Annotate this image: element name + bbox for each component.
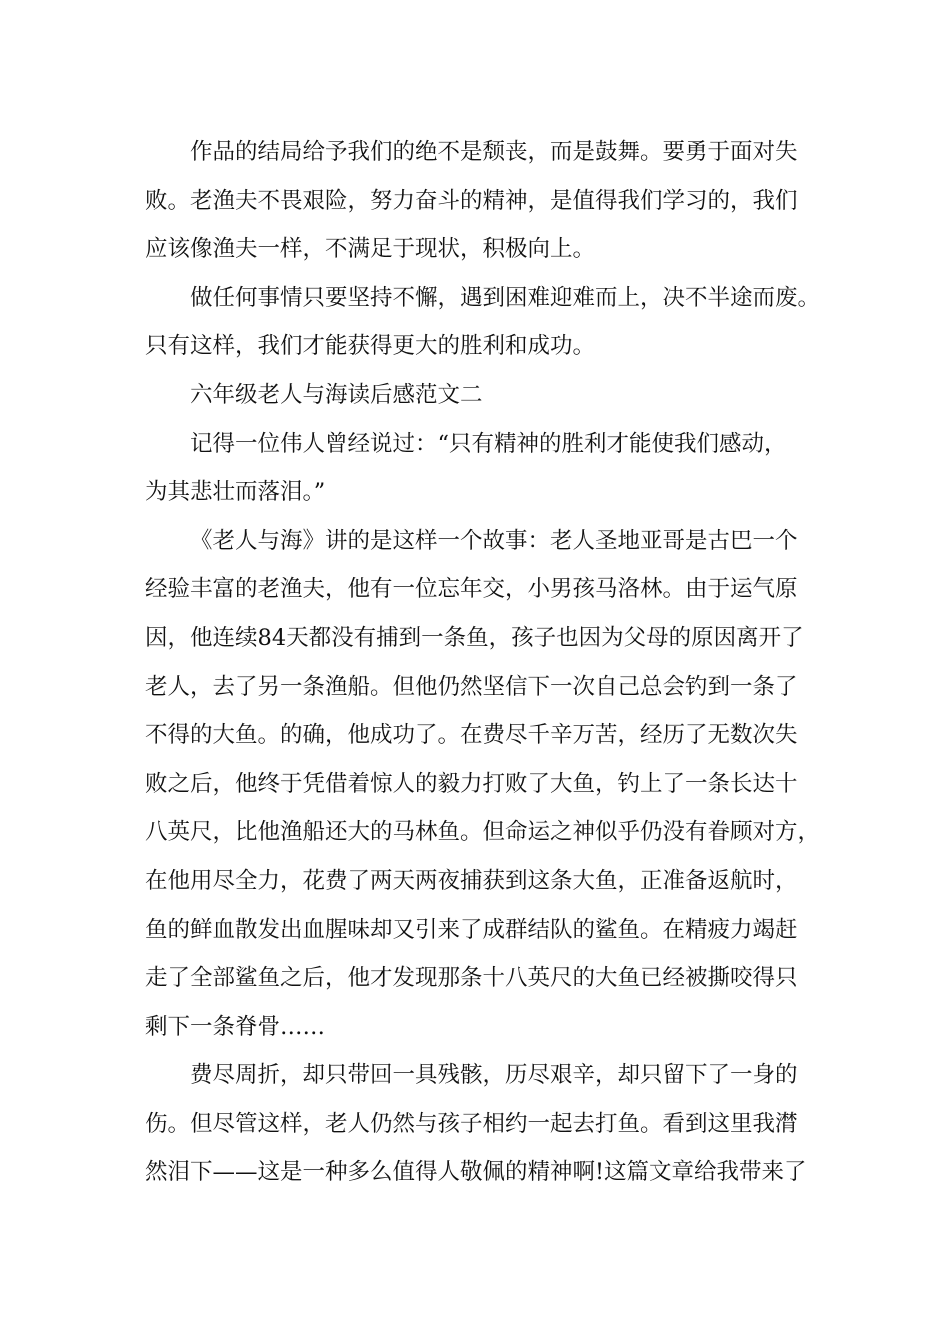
text-line: 因，他连续84天都没有捕到一条鱼，孩子也因为父母的原因离开了 [145,624,804,651]
text-line: 不得的大鱼。的确，他成功了。在费尽千辛万苦，经历了无数次失 [145,722,798,749]
text-line: 鱼的鲜血散发出血腥味却又引来了成群结队的鲨鱼。在精疲力竭赶 [145,916,798,943]
text-line: 做任何事情只要坚持不懈，遇到困难迎难而上，决不半途而废。 [190,284,821,311]
text-line: 败。老渔夫不畏艰险，努力奋斗的精神，是值得我们学习的，我们 [145,187,798,214]
text-line: 《老人与海》讲的是这样一个故事：老人圣地亚哥是古巴一个 [190,527,798,554]
section-heading: 六年级老人与海读后感范文二 [190,381,483,408]
text-line: 只有这样，我们才能获得更大的胜利和成功。 [145,333,596,360]
text-line: 老人，去了另一条渔船。但他仍然坚信下一次自己总会钓到一条了 [145,673,798,700]
text-line: 经验丰富的老渔夫，他有一位忘年交，小男孩马洛林。由于运气原 [145,576,798,603]
document-body [145,128,825,1197]
text-line: 记得一位伟人曾经说过：“只有精神的胜利才能使我们感动， [190,430,787,457]
text-line: 然泪下——这是一种多么值得人敬佩的精神啊!这篇文章给我带来了 [145,1159,807,1186]
text-line: 费尽周折，却只带回一具残骸，历尽艰辛，却只留下了一身的 [190,1062,798,1089]
text-line: 作品的结局给予我们的绝不是颓丧，而是鼓舞。要勇于面对失 [190,139,798,165]
text-line: 八英尺，比他渔船还大的马林鱼。但命运之神似乎仍没有眷顾对方， [145,819,821,846]
text-line: 走了全部鲨鱼之后，他才发现那条十八英尺的大鱼已经被撕咬得只 [145,965,798,992]
text-line: 为其悲壮而落泪。” [145,479,326,506]
text-line: 伤。但尽管这样，老人仍然与孩子相约一起去打鱼。看到这里我潸 [145,1110,798,1137]
text-line: 在他用尽全力，花费了两天两夜捕获到这条大鱼，正准备返航时， [145,867,798,894]
text-line: 应该像渔夫一样，不满足于现状，积极向上。 [145,236,596,263]
text-line: 败之后，他终于凭借着惊人的毅力打败了大鱼，钓上了一条长达十 [145,770,798,797]
text-line: 剩下一条脊骨…… [145,1013,326,1040]
